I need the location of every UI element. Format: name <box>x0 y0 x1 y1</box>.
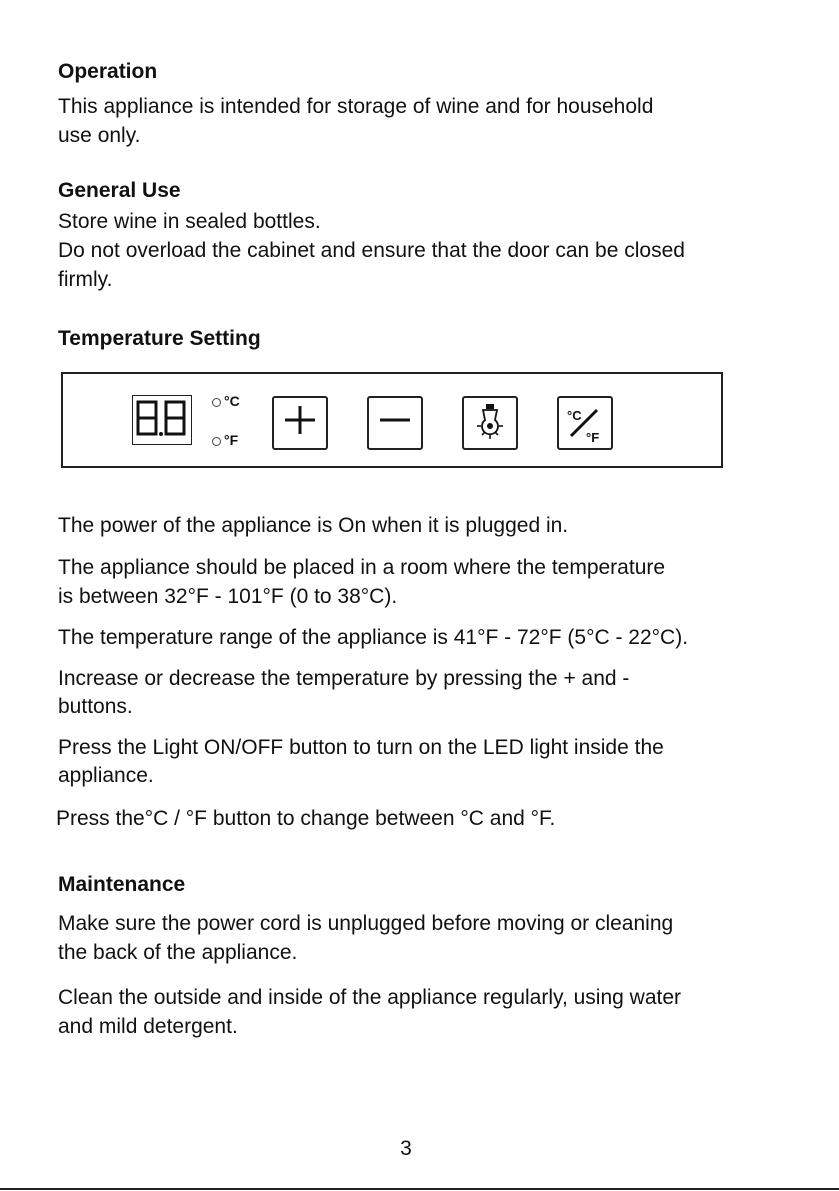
temp-paragraph-2-line-1: The appliance should be placed in a room where the temperature <box>58 556 666 579</box>
operation-text-line-1: This appliance is intended for storage of wine and for household <box>58 95 654 118</box>
page-bottom-rule <box>0 1188 839 1190</box>
minus-button[interactable] <box>367 396 423 450</box>
minus-icon <box>369 398 421 448</box>
fahrenheit-indicator <box>212 432 238 448</box>
general-use-line-2: Do not overload the cabinet and ensure that the door can be closed <box>58 239 685 262</box>
control-panel-diagram <box>61 372 723 468</box>
maintenance-heading: Maintenance <box>58 873 186 896</box>
temperature-setting-heading: Temperature Setting <box>58 327 261 350</box>
general-use-line-3: firmly. <box>58 268 113 291</box>
operation-text-line-2: use only. <box>58 124 141 147</box>
page-number: 3 <box>400 1137 412 1160</box>
fahrenheit-indicator-dot <box>212 437 221 446</box>
fahrenheit-indicator-label: °F <box>224 432 239 448</box>
operation-heading: Operation <box>58 60 158 83</box>
light-bulb-icon <box>464 398 516 448</box>
temp-paragraph-5-line-1: Press the Light ON/OFF button to turn on the LED light inside the <box>58 736 664 759</box>
seven-segment-digits <box>133 396 190 443</box>
plus-button[interactable] <box>272 396 328 450</box>
temp-paragraph-5-line-2: appliance. <box>58 764 154 787</box>
temp-paragraph-2-line-2: is between 32°F - 101°F (0 to 38°C). <box>58 585 398 608</box>
temp-paragraph-1-line-1: The power of the appliance is On when it is plugged in. <box>58 514 569 537</box>
general-use-line-1: Store wine in sealed bottles. <box>58 210 321 233</box>
celsius-indicator-label: °C <box>224 393 240 409</box>
celsius-indicator-dot <box>212 398 221 407</box>
temp-paragraph-4-line-2: buttons. <box>58 695 133 718</box>
celsius-fahrenheit-icon <box>559 398 611 448</box>
maintenance-paragraph-2-line-2: and mild detergent. <box>58 1015 238 1038</box>
temperature-display <box>132 395 192 445</box>
general-use-heading: General Use <box>58 179 181 202</box>
unit-toggle-celsius-label: °C <box>567 408 582 423</box>
temp-paragraph-6-line-1: Press the°C / °F button to change between °C and °F. <box>56 807 556 830</box>
maintenance-paragraph-1-line-1: Make sure the power cord is unplugged before moving or cleaning <box>58 912 674 935</box>
temp-paragraph-3-line-1: The temperature range of the appliance is 41°F - 72°F (5°C - 22°C). <box>58 626 689 649</box>
maintenance-paragraph-1-line-2: the back of the appliance. <box>58 941 298 964</box>
maintenance-paragraph-2-line-1: Clean the outside and inside of the appliance regularly, using water <box>58 986 682 1009</box>
temp-paragraph-4-line-1: Increase or decrease the temperature by pressing the + and - <box>58 667 630 690</box>
celsius-indicator <box>212 393 240 409</box>
plus-icon <box>274 398 326 448</box>
unit-toggle-button[interactable] <box>557 396 613 450</box>
light-button[interactable] <box>462 396 518 450</box>
unit-toggle-fahrenheit-label: °F <box>586 430 600 445</box>
